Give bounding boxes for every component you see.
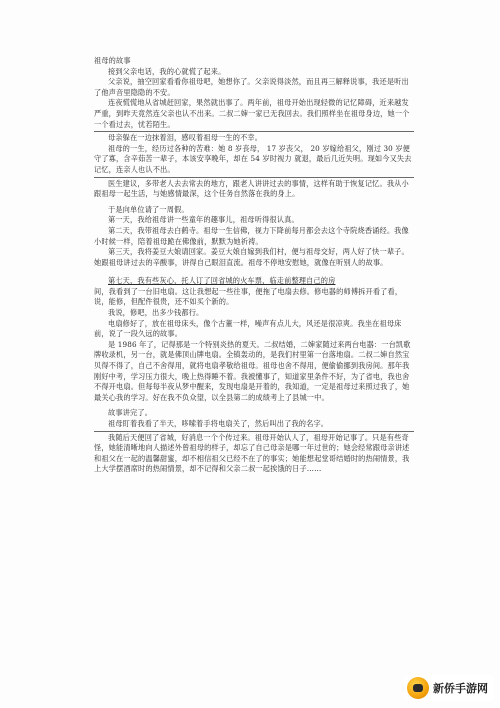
divider-line bbox=[94, 177, 414, 178]
paragraph: 接到父亲电话，我的心就慌了起来。 bbox=[108, 66, 226, 76]
divider-line bbox=[94, 431, 414, 432]
spacer bbox=[94, 268, 414, 276]
paragraph: 电扇修好了，放在祖母床头，像个古董一样，噪声有点儿大，风还是很凉爽。我坐在祖母床前，说了一段久远的故事。 bbox=[94, 318, 402, 339]
site-watermark bbox=[384, 674, 494, 702]
paragraph: 于是向单位请了一周假。 bbox=[108, 204, 189, 214]
paragraph: 医生建议，多带老人去去常去的地方，跟老人讲讲过去的事情，这样有助于恢复记忆。我从小跟祖母一起生活，与她感情最深，这个任务自然落在我的身上。 bbox=[94, 178, 409, 199]
paragraph: 连夜慌慌地从省城赶回家，果然就出事了。两年前，祖母开始出现轻微的记忆障碍，近来越发严重，到昨天竟然连父亲也认不出来。二叔二婶一家已无我回去。我们照样坐在祖母身边，她一个一个看过去，忧若陌生。 bbox=[94, 98, 410, 129]
controller-logo-icon bbox=[407, 677, 429, 699]
paragraph: 第七天，我有些灰心，托人订了回省城的火车票，临走前整理自己的房 bbox=[108, 276, 336, 286]
paragraph: 祖母盯着我看了半天，哆嗦着手将电扇关了，然后叫出了我的名字。 bbox=[108, 419, 329, 428]
document-body bbox=[94, 56, 414, 475]
divider-line bbox=[94, 131, 414, 132]
paragraph: 我随后天便回了省城，好消息一个个传过来。祖母开始认人了，祖母开始记事了。只是有些奇怪，她能清晰地向人描述外曾祖母的样子，却忘了自己母亲是哪一年过世的；她会经常跟母亲讲述和祖父在一起的温馨甜蜜，却不相信祖父已经不在了的事实；她能想起堂哥结婚时的热闹情景，我上大学摆酒席时的热闹情景，却不记得和父亲二叔一起挨饿的日子…… bbox=[94, 432, 410, 474]
watermark-badge bbox=[404, 675, 494, 701]
paragraph: 第一天，我给祖母讲一些童年的趣事儿，祖母听得很认真。 bbox=[108, 215, 299, 225]
paragraph: 故事讲完了。 bbox=[108, 408, 153, 418]
paragraph: 母亲躲在一边抹着泪，感叹着祖母一生的不幸。 bbox=[108, 133, 263, 143]
paragraph: 间，我看到了一台旧电扇。这让我想起一些往事，便拖了电扇去修。修电器的师傅拆开看了看，说，能修，但配件很贵，还不如买个新的。 bbox=[94, 286, 403, 307]
paragraph: 父亲说，抽空回家看看你祖母吧，她想你了。父亲说得淡然，而且再三解释说事，我还是听出了他声音里隐隐的不安。 bbox=[94, 77, 409, 97]
paragraph: 第二天，我带祖母去白鹤寺。祖母一生信佛，视力下降前每月都会去这个寺院烧香诵经。我像小时候一样，陪着祖母跪在佛像前，默默为她祈祷。 bbox=[94, 225, 409, 246]
watermark-text: 新侨手游网 bbox=[433, 682, 488, 695]
document-title: 祖母的故事 bbox=[94, 56, 131, 65]
paragraph: 是 1986 年了，记得那是一个特别炎热的夏天。二叔结婚，二婶家随过来两台电器：一台凯歌牌收录机，另一台，就是佛顶山牌电扇。全镇轰动的，是我们村里第一台落地扇。二叔二婶自然宝贝得不得了，自己不舍得用，就将电扇孝敬给祖母。祖母也舍不得用，便偷偷挪到我房间。那年我刚好中考，学习压力很大，晚上热得睡不着。我被懂事了，知道家里条件不好，为了省电，我也舍不得开电扇。但每每半夜从梦中醒来，发现电扇是开着的，我知道，一定是祖母过来照过我了，她最关心我的学习。好在我不负众望，以全县第二的成绩考上了县城一中。 bbox=[94, 339, 411, 402]
paragraph: 祖母的一生，经历过各种的苦难：她 8 岁丧母， 17 岁丧父， 20 岁嫁给祖父，刚过 30 岁便守了寡，含辛茹苦一辈子，本该安享晚年，却在 54 岁时视力 就退，最后几近失明。现如今又失去记忆，连亲人也认不出。 bbox=[94, 143, 412, 174]
paragraph: 我说，修吧，出多少钱都行。 bbox=[108, 308, 204, 318]
paragraph: 第三天，我将姜豆大娘请回家。姜豆大娘自嫁到我们村，便与祖母交好，两人好了快一辈子。她跟祖母讲过去的辛酸事，讲得自己眼泪直流。祖母不停地安慰她，就像在听别人的故事。 bbox=[94, 247, 409, 267]
